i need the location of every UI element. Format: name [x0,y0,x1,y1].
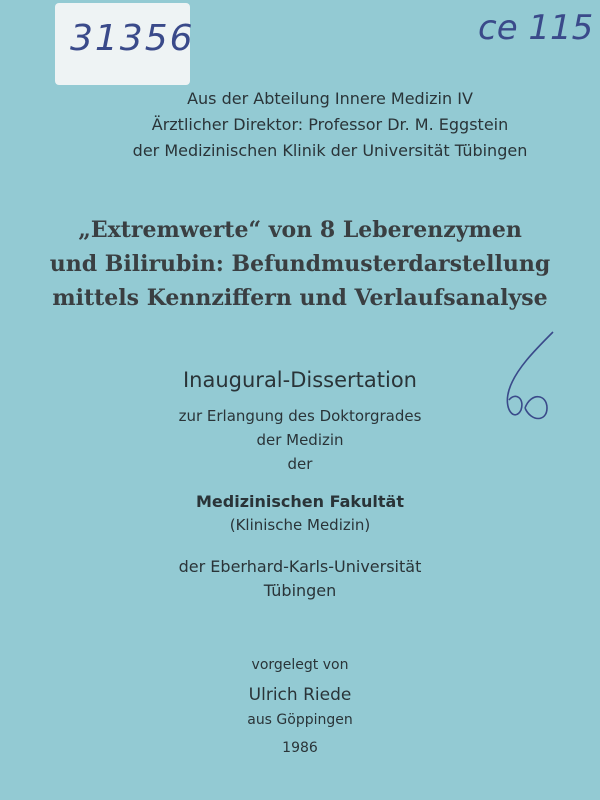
header-line-2: Ärztlicher Direktor: Professor Dr. M. Eggstein [151,115,509,134]
presented-by: vorgelegt von [251,657,349,673]
year: 1986 [282,740,318,756]
header-line-1: Aus der Abteilung Innere Medizin IV [187,89,473,108]
faculty-sub: (Klinische Medizin) [229,516,371,534]
purpose-line-1: zur Erlangung des Doktorgrades [178,407,422,425]
purpose-line-3: der [287,455,313,473]
faculty: Medizinischen Fakultät [196,492,404,511]
city: Tübingen [263,581,337,600]
author-origin: aus Göppingen [247,712,353,728]
title-line-2: und Bilirubin: Befundmusterdarstellung [49,251,551,277]
header-line-3: der Medizinischen Klinik der Universität Tübingen [132,141,528,160]
dissertation-type: Inaugural-Dissertation [182,368,417,392]
university: der Eberhard-Karls-Universität [178,557,422,576]
title-line-1: „Extremwerte“ von 8 Leberenzymen [78,217,522,243]
author-name: Ulrich Riede [248,685,352,705]
label-number: 31356 [70,18,195,59]
title-line-3: mittels Kennziffern und Verlaufsanalyse [52,285,548,311]
purpose-line-2: der Medizin [256,431,344,449]
corner-mark: ce 115 [478,8,594,48]
